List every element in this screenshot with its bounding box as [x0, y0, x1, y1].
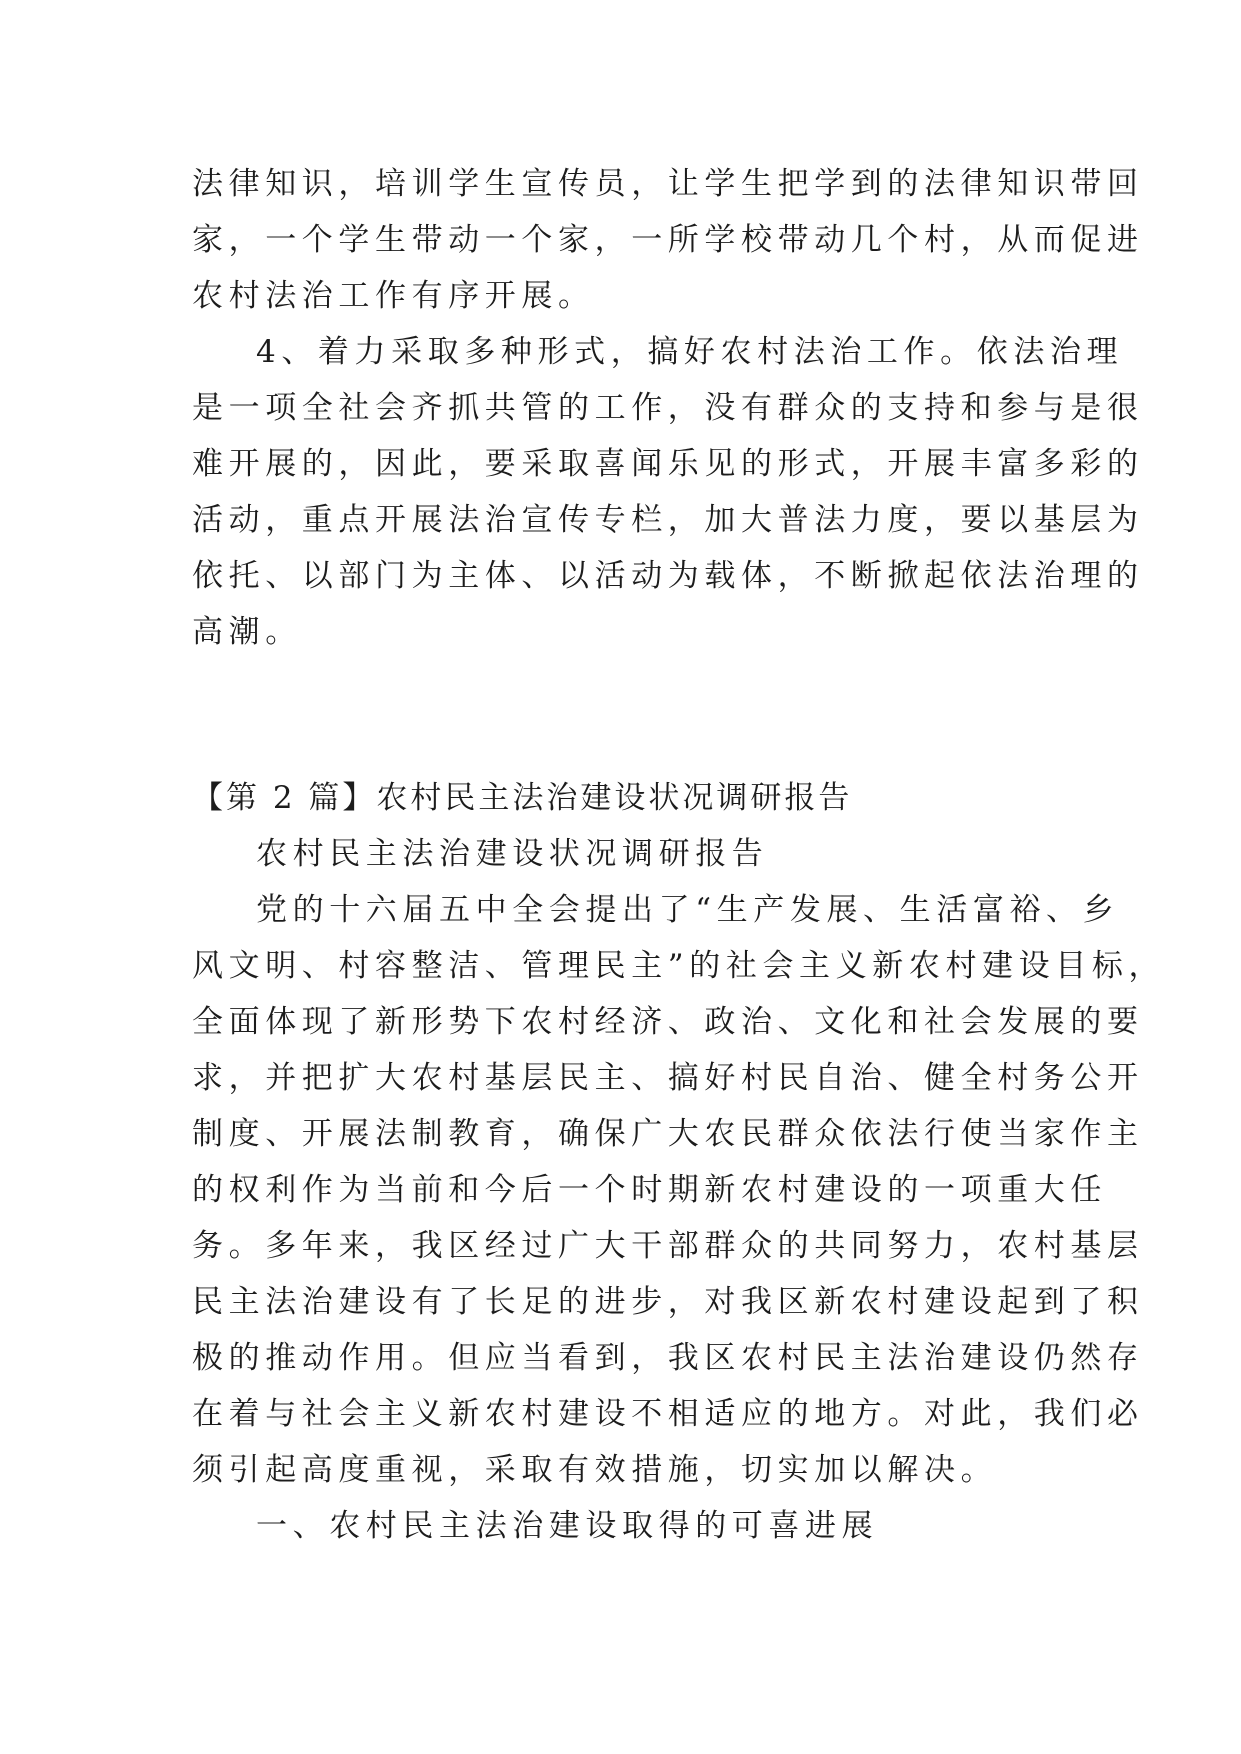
section-spacer [192, 660, 1052, 770]
text-line: 党的十六届五中全会提出了“生产发展、生活富裕、乡 [256, 892, 1120, 928]
article-heading-block [192, 770, 1052, 826]
text-line: 制度、开展法制教育，确保广大农民群众依法行使当家作主 [192, 1116, 1144, 1152]
text-line: 4、着力采取多种形式，搞好农村法治工作。依法治理 [256, 334, 1124, 370]
paragraph-legal-knowledge-continued [192, 156, 1144, 324]
text-line: 求，并把扩大农村基层民主、搞好村民自治、健全村务公开 [192, 1060, 1144, 1096]
article-heading: 【第 2 篇】农村民主法治建设状况调研报告 [192, 780, 853, 816]
text-line: 法律知识，培训学生宣传员，让学生把学到的法律知识带回 [192, 166, 1144, 202]
text-line: 活动，重点开展法治宣传专栏，加大普法力度，要以基层为 [192, 502, 1144, 538]
text-line: 务。多年来，我区经过广大干部群众的共同努力，农村基层 [192, 1228, 1144, 1264]
text-line: 家，一个学生带动一个家，一所学校带动几个村，从而促进 [192, 222, 1144, 258]
document-body [192, 156, 1166, 1554]
text-line: 是一项全社会齐抓共管的工作，没有群众的支持和参与是很 [192, 390, 1144, 426]
text-line: 极的推动作用。但应当看到，我区农村民主法治建设仍然存 [192, 1340, 1144, 1376]
article-title: 农村民主法治建设状况调研报告 [256, 836, 769, 872]
text-line: 在着与社会主义新农村建设不相适应的地方。对此，我们必 [192, 1396, 1144, 1432]
text-line: 农村法治工作有序开展。 [192, 278, 595, 314]
section-heading: 一、农村民主法治建设取得的可喜进展 [256, 1508, 879, 1544]
paragraph-intro [192, 882, 1166, 1498]
text-line: 的权利作为当前和今后一个时期新农村建设的一项重大任 [192, 1172, 1107, 1208]
text-line: 难开展的，因此，要采取喜闻乐见的形式，开展丰富多彩的 [192, 446, 1144, 482]
text-line: 须引起高度重视，采取有效措施，切实加以解决。 [192, 1452, 998, 1488]
text-line: 依托、以部门为主体、以活动为载体，不断掀起依法治理的 [192, 558, 1144, 594]
text-line: 全面体现了新形势下农村经济、政治、文化和社会发展的要 [192, 1004, 1144, 1040]
text-line: 民主法治建设有了长足的进步，对我区新农村建设起到了积 [192, 1284, 1144, 1320]
text-line: 风文明、村容整洁、管理民主”的社会主义新农村建设目标， [192, 948, 1166, 984]
paragraph-point-4 [192, 324, 1144, 660]
text-line: 高潮。 [192, 614, 302, 650]
